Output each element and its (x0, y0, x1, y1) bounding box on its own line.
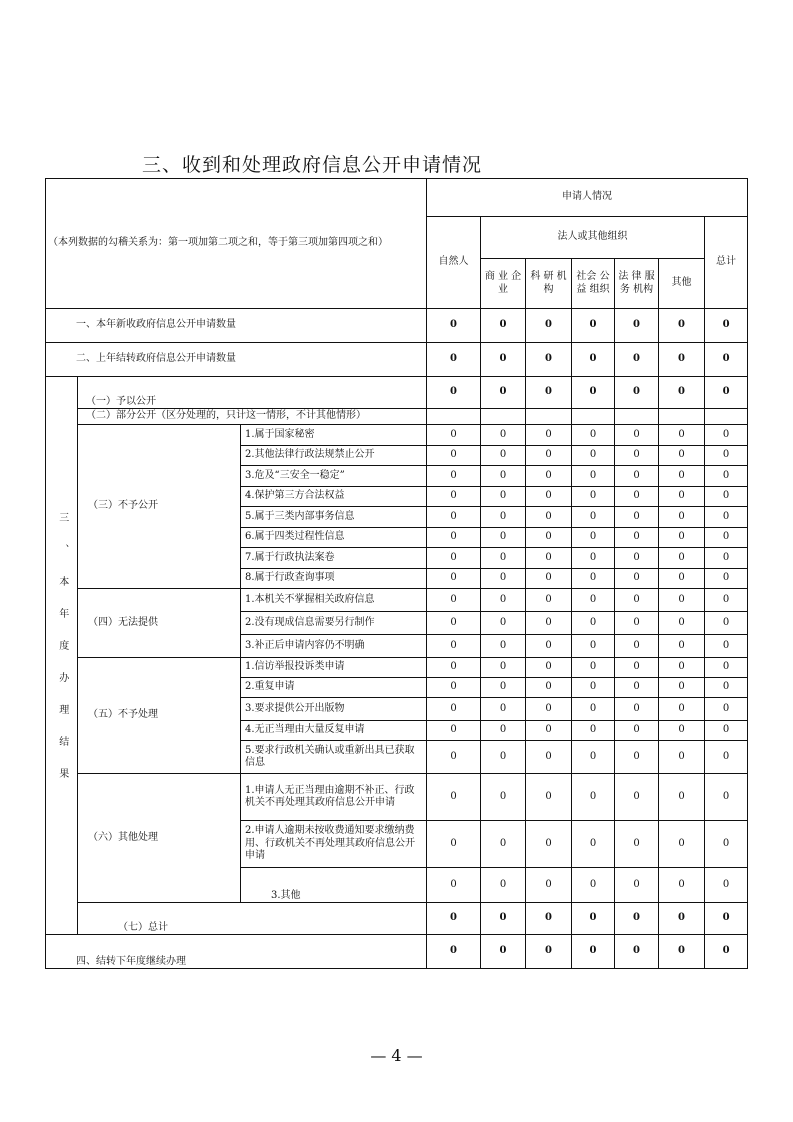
value-cell: 0 (615, 507, 659, 528)
value-cell: 0 (572, 774, 615, 821)
value-cell: 0 (572, 935, 615, 969)
value-cell: 0 (526, 658, 572, 678)
row-label-unable-item: 2.没有现成信息需要另行制作 (241, 612, 427, 635)
value-cell: 0 (427, 741, 481, 774)
row-label-noprocess-item: 4.无正当理由大量反复申请 (241, 721, 427, 741)
value-cell: 0 (615, 678, 659, 698)
value-cell: 0 (526, 309, 572, 343)
value-cell: 0 (705, 445, 748, 466)
row-label-deny-item: 3.危及“三安全一稳定” (241, 466, 427, 487)
value-cell: 0 (526, 466, 572, 487)
value-cell: 0 (481, 507, 526, 528)
value-cell: 0 (427, 425, 481, 446)
value-cell: 0 (526, 589, 572, 612)
value-cell: 0 (427, 774, 481, 821)
value-cell: 0 (572, 527, 615, 548)
value-cell: 0 (427, 678, 481, 698)
header-legal-service: 法 律 服 务 机构 (615, 259, 659, 309)
value-cell: 0 (659, 935, 705, 969)
value-cell: 0 (615, 868, 659, 903)
value-cell: 0 (526, 507, 572, 528)
value-cell: 0 (427, 548, 481, 569)
value-cell: 0 (572, 445, 615, 466)
value-cell: 0 (659, 678, 705, 698)
value-cell: 0 (659, 548, 705, 569)
value-cell: 0 (705, 486, 748, 507)
row-label-deny-item: 1.属于国家秘密 (241, 425, 427, 446)
value-cell: 0 (481, 698, 526, 721)
value-cell: 0 (572, 612, 615, 635)
value-cell: 0 (481, 445, 526, 466)
value-cell: 0 (526, 721, 572, 741)
value-cell: 0 (427, 343, 481, 377)
value-cell: 0 (615, 821, 659, 868)
value-cell: 0 (481, 658, 526, 678)
value-cell: 0 (615, 635, 659, 658)
value-cell: 0 (481, 486, 526, 507)
value-cell: 0 (427, 309, 481, 343)
value-cell: 0 (572, 741, 615, 774)
value-cell: 0 (615, 935, 659, 969)
value-cell: 0 (705, 343, 748, 377)
value-cell: 0 (615, 425, 659, 446)
value-cell: 0 (572, 903, 615, 935)
value-cell: 0 (572, 698, 615, 721)
row-label-deny-item: 8.属于行政查询事项 (241, 568, 427, 589)
value-cell: 0 (705, 568, 748, 589)
value-cell: 0 (572, 548, 615, 569)
row-label-unable-item: 3.补正后申请内容仍不明确 (241, 635, 427, 658)
row-label-others-item: 3.其他 (241, 868, 427, 903)
value-cell: 0 (705, 507, 748, 528)
page-title: 三、收到和处理政府信息公开申请情况 (142, 154, 483, 176)
value-cell: 0 (659, 868, 705, 903)
value-cell: 0 (705, 377, 748, 409)
value-cell: 0 (481, 774, 526, 821)
value-cell: 0 (427, 568, 481, 589)
value-cell: 0 (526, 935, 572, 969)
value-cell: 0 (659, 589, 705, 612)
value-cell: 0 (427, 635, 481, 658)
value-cell: 0 (705, 466, 748, 487)
value-cell: 0 (526, 678, 572, 698)
row-label-unable: （四）无法提供 (78, 589, 241, 658)
row-label-noprocess-item: 3.要求提供公开出版物 (241, 698, 427, 721)
value-cell: 0 (659, 309, 705, 343)
row-label-subtotal: （七）总计 (78, 903, 427, 935)
value-cell: 0 (526, 635, 572, 658)
row-label-deny-item: 2.其他法律行政法规禁止公开 (241, 445, 427, 466)
row-label-deny-item: 5.属于三类内部事务信息 (241, 507, 427, 528)
value-cell: 0 (615, 774, 659, 821)
value-cell: 0 (481, 527, 526, 548)
value-cell: 0 (705, 821, 748, 868)
value-cell: 0 (572, 466, 615, 487)
value-cell: 0 (659, 612, 705, 635)
value-cell: 0 (481, 548, 526, 569)
value-cell: 0 (615, 903, 659, 935)
value-cell: 0 (481, 868, 526, 903)
value-cell: 0 (427, 903, 481, 935)
value-cell: 0 (659, 821, 705, 868)
page-number: — 4 — (370, 1046, 423, 1065)
value-cell: 0 (705, 612, 748, 635)
empty-cell (572, 409, 615, 425)
row-label-deny: （三）不予公开 (78, 425, 241, 589)
value-cell: 0 (615, 589, 659, 612)
empty-cell (526, 409, 572, 425)
value-cell: 0 (526, 821, 572, 868)
value-cell: 0 (659, 343, 705, 377)
empty-cell (427, 409, 481, 425)
value-cell: 0 (427, 445, 481, 466)
value-cell: 0 (615, 466, 659, 487)
value-cell: 0 (427, 698, 481, 721)
row-label-others-item: 1.申请人无正当理由逾期不补正、行政机关不再处理其政府信息公开申请 (241, 774, 427, 821)
empty-cell (659, 409, 705, 425)
value-cell: 0 (659, 527, 705, 548)
header-legal-org: 法人或其他组织 (481, 217, 705, 259)
value-cell: 0 (572, 635, 615, 658)
value-cell: 0 (481, 568, 526, 589)
value-cell: 0 (572, 721, 615, 741)
value-cell: 0 (615, 377, 659, 409)
value-cell: 0 (572, 868, 615, 903)
value-cell: 0 (526, 425, 572, 446)
value-cell: 0 (481, 678, 526, 698)
value-cell: 0 (481, 903, 526, 935)
value-cell: 0 (615, 612, 659, 635)
value-cell: 0 (481, 741, 526, 774)
value-cell: 0 (705, 635, 748, 658)
value-cell: 0 (526, 527, 572, 548)
empty-cell (615, 409, 659, 425)
value-cell: 0 (481, 309, 526, 343)
row-label-deny-item: 6.属于四类过程性信息 (241, 527, 427, 548)
value-cell: 0 (526, 698, 572, 721)
value-cell: 0 (526, 486, 572, 507)
row-label-partial: （二）部分公开（区分处理的，只计这一情形，不计其他情形） (78, 409, 427, 425)
value-cell: 0 (615, 445, 659, 466)
value-cell: 0 (481, 343, 526, 377)
value-cell: 0 (659, 568, 705, 589)
value-cell: 0 (659, 741, 705, 774)
value-cell: 0 (705, 868, 748, 903)
value-cell: 0 (659, 377, 705, 409)
value-cell: 0 (659, 721, 705, 741)
value-cell: 0 (481, 612, 526, 635)
header-applicant: 申请人情况 (427, 179, 748, 217)
value-cell: 0 (481, 635, 526, 658)
header-other: 其他 (659, 259, 705, 309)
header-natural-person: 自然人 (427, 217, 481, 309)
value-cell: 0 (526, 774, 572, 821)
statistics-table (45, 178, 748, 969)
value-cell: 0 (427, 658, 481, 678)
header-total: 总计 (705, 217, 748, 309)
value-cell: 0 (481, 377, 526, 409)
value-cell: 0 (659, 425, 705, 446)
value-cell: 0 (427, 935, 481, 969)
value-cell: 0 (615, 527, 659, 548)
value-cell: 0 (427, 377, 481, 409)
value-cell: 0 (659, 486, 705, 507)
value-cell: 0 (427, 486, 481, 507)
value-cell: 0 (572, 343, 615, 377)
value-cell: 0 (572, 678, 615, 698)
value-cell: 0 (572, 425, 615, 446)
empty-cell (705, 409, 748, 425)
value-cell: 0 (526, 548, 572, 569)
value-cell: 0 (526, 741, 572, 774)
value-cell: 0 (572, 568, 615, 589)
value-cell: 0 (526, 612, 572, 635)
value-cell: 0 (481, 589, 526, 612)
section3-vertical-label: 三、本年度办理结果 (46, 377, 78, 935)
value-cell: 0 (572, 821, 615, 868)
value-cell: 0 (705, 698, 748, 721)
value-cell: 0 (705, 935, 748, 969)
value-cell: 0 (526, 445, 572, 466)
value-cell: 0 (705, 658, 748, 678)
value-cell: 0 (659, 507, 705, 528)
value-cell: 0 (659, 698, 705, 721)
value-cell: 0 (659, 445, 705, 466)
row-label-noprocess-item: 5.要求行政机关确认或重新出具已获取信息 (241, 741, 427, 774)
value-cell: 0 (572, 507, 615, 528)
value-cell: 0 (615, 741, 659, 774)
row-label-others: （六）其他处理 (78, 774, 241, 903)
value-cell: 0 (481, 935, 526, 969)
value-cell: 0 (572, 377, 615, 409)
value-cell: 0 (572, 486, 615, 507)
value-cell: 0 (427, 868, 481, 903)
row-label-open: （一）予以公开 (78, 377, 427, 409)
value-cell: 0 (705, 678, 748, 698)
value-cell: 0 (526, 343, 572, 377)
header-social: 社会 公益 组织 (572, 259, 615, 309)
value-cell: 0 (705, 741, 748, 774)
row-label-unable-item: 1.本机关不掌握相关政府信息 (241, 589, 427, 612)
value-cell: 0 (572, 309, 615, 343)
value-cell: 0 (705, 589, 748, 612)
value-cell: 0 (705, 548, 748, 569)
value-cell: 0 (615, 698, 659, 721)
header-research: 科 研 机构 (526, 259, 572, 309)
value-cell: 0 (659, 658, 705, 678)
value-cell: 0 (481, 466, 526, 487)
value-cell: 0 (705, 425, 748, 446)
value-cell: 0 (526, 903, 572, 935)
value-cell: 0 (526, 868, 572, 903)
value-cell: 0 (615, 309, 659, 343)
header-note: （本列数据的勾稽关系为：第一项加第二项之和，等于第三项加第四项之和） (46, 179, 427, 309)
value-cell: 0 (659, 774, 705, 821)
row-label-deny-item: 4.保护第三方合法权益 (241, 486, 427, 507)
value-cell: 0 (481, 425, 526, 446)
row-label-others-item: 2.申请人逾期未按收费通知要求缴纳费用、行政机关不再处理其政府信息公开申请 (241, 821, 427, 868)
value-cell: 0 (427, 721, 481, 741)
value-cell: 0 (526, 568, 572, 589)
value-cell: 0 (705, 903, 748, 935)
value-cell: 0 (427, 466, 481, 487)
row-label-new-requests: 一、本年新收政府信息公开申请数量 (46, 309, 427, 343)
value-cell: 0 (705, 774, 748, 821)
value-cell: 0 (615, 343, 659, 377)
value-cell: 0 (615, 486, 659, 507)
row-label-deny-item: 7.属于行政执法案卷 (241, 548, 427, 569)
value-cell: 0 (659, 903, 705, 935)
row-label-carryover: 二、上年结转政府信息公开申请数量 (46, 343, 427, 377)
value-cell: 0 (526, 377, 572, 409)
value-cell: 0 (615, 568, 659, 589)
value-cell: 0 (615, 548, 659, 569)
value-cell: 0 (659, 635, 705, 658)
value-cell: 0 (572, 589, 615, 612)
value-cell: 0 (427, 589, 481, 612)
value-cell: 0 (427, 821, 481, 868)
row-label-noprocess: （五）不予处理 (78, 658, 241, 774)
row-label-forward: 四、结转下年度继续办理 (46, 935, 427, 969)
value-cell: 0 (481, 821, 526, 868)
empty-cell (481, 409, 526, 425)
value-cell: 0 (427, 507, 481, 528)
header-commercial: 商 业 企业 (481, 259, 526, 309)
value-cell: 0 (659, 466, 705, 487)
value-cell: 0 (481, 721, 526, 741)
value-cell: 0 (615, 658, 659, 678)
value-cell: 0 (572, 658, 615, 678)
value-cell: 0 (427, 527, 481, 548)
value-cell: 0 (615, 721, 659, 741)
row-label-noprocess-item: 1.信访举报投诉类申请 (241, 658, 427, 678)
value-cell: 0 (705, 309, 748, 343)
value-cell: 0 (705, 527, 748, 548)
value-cell: 0 (705, 721, 748, 741)
row-label-noprocess-item: 2.重复申请 (241, 678, 427, 698)
value-cell: 0 (427, 612, 481, 635)
